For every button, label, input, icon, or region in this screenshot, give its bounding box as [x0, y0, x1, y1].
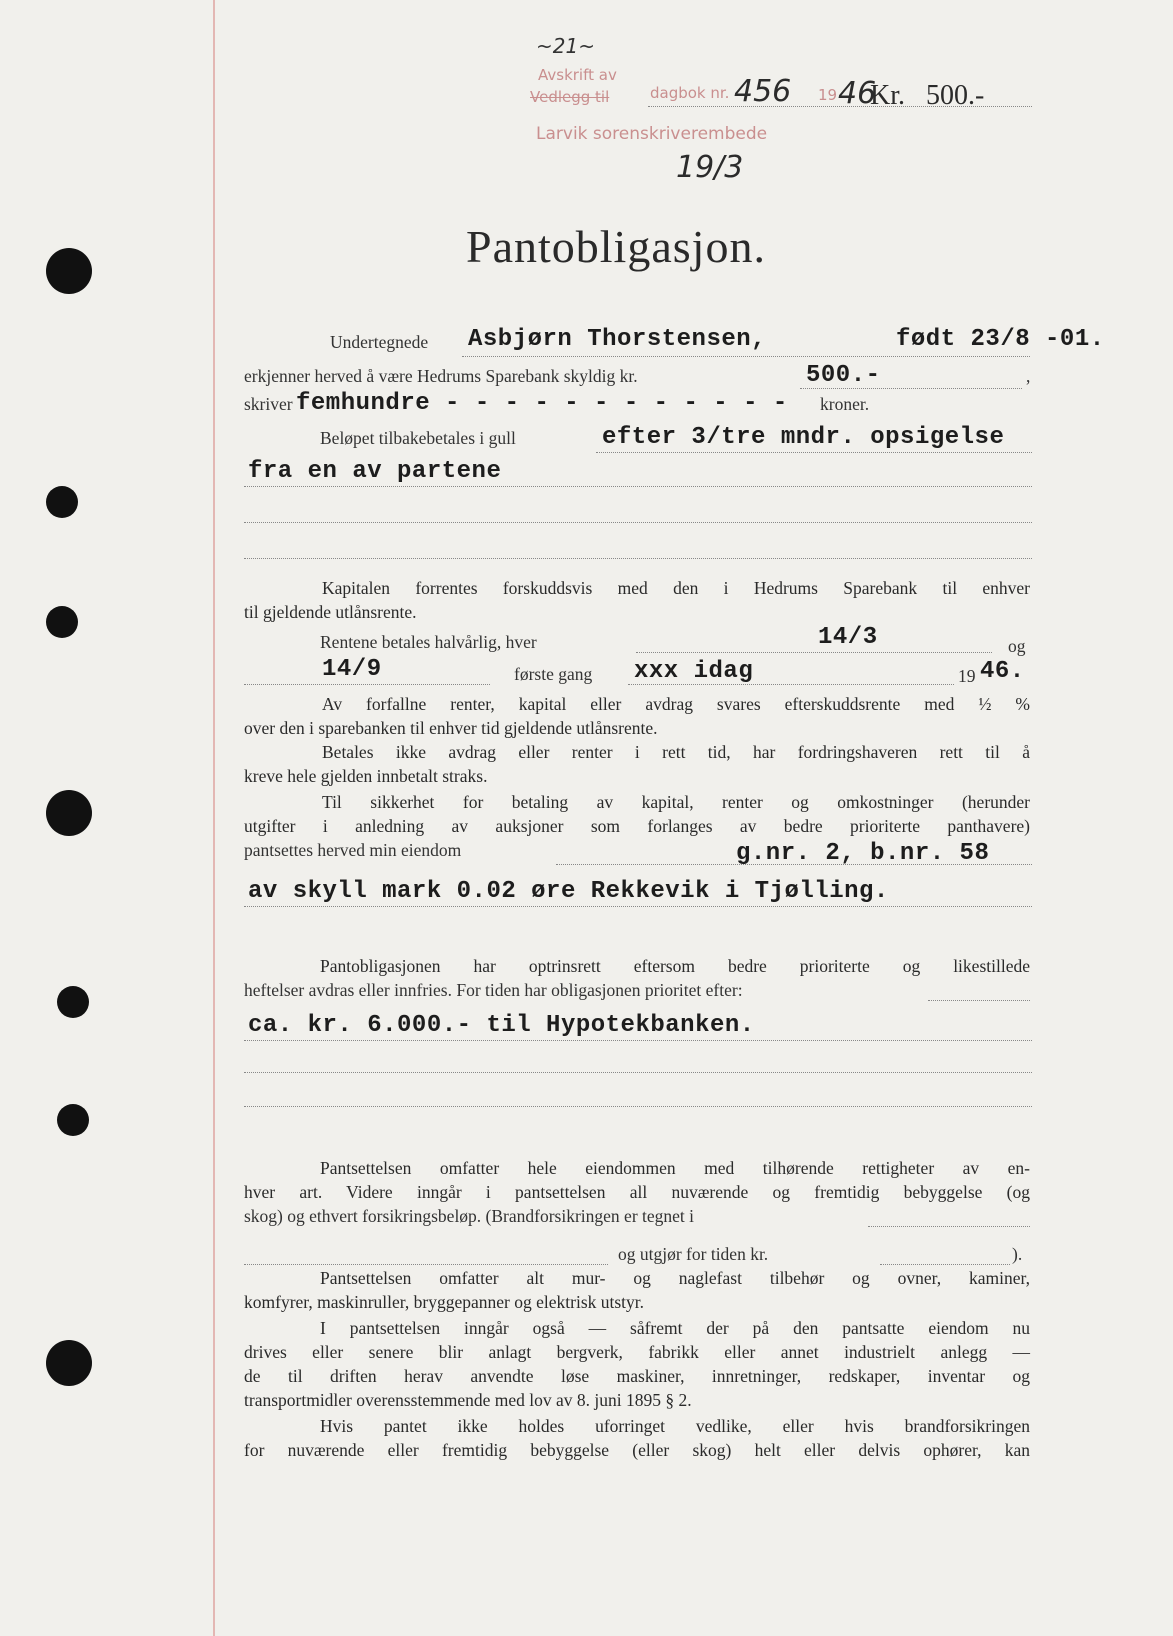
priority-p1 [320, 956, 1030, 977]
interest-p5 [322, 792, 1030, 813]
date1-underline [636, 652, 992, 653]
date-mark: 19/3 [676, 150, 744, 185]
punch-hole [46, 606, 78, 638]
interest-line-2-text: til gjeldende utlånsrente. [244, 602, 417, 622]
scope-l10 [244, 1390, 1030, 1411]
debt-declaration [244, 366, 638, 387]
repay-label: Beløpet tilbakebetales i gull [320, 428, 516, 448]
prior-lien: ca. kr. 6.000.- til Hypotekbanken. [248, 1012, 755, 1039]
punch-hole [57, 1104, 89, 1136]
scope-l1 [320, 1158, 1030, 1179]
page-title: Pantobligasjon. [466, 221, 766, 272]
interest-p7: pantsettes herved min eiendom [244, 840, 462, 860]
scope-l1-text: Pantsettelsen omfatter hele eiendommen med tilhørende rettigheter av en- [320, 1158, 1030, 1178]
scope-l7 [320, 1318, 1030, 1339]
repay-underline-3 [244, 522, 1032, 523]
prior-underline-1 [244, 1040, 1032, 1041]
scope-l5-text: Pantsettelsen omfatter alt mur- og naglefast tilbehør og ovner, kaminer, [320, 1268, 1030, 1288]
interest-p3 [322, 742, 1030, 763]
property-underline-2 [244, 906, 1032, 907]
renter-label: Rentene betales halvårlig, hver [320, 632, 537, 652]
scope-l9 [244, 1366, 1030, 1387]
scope-l9-text: de til driften herav anvendte løse maskiner, innretninger, redskaper, inventar og [244, 1366, 1030, 1386]
scope-l11-text: Hvis pantet ikke holdes uforringet vedlike, eller hvis brandforsikringen [320, 1416, 1030, 1436]
stamp-dagbok: dagbok nr. [650, 84, 730, 102]
top-mark: ~21~ [536, 34, 595, 58]
scope-l10-text: transportmidler overensstemmende med lov av 8. juni 1895 § 2. [244, 1390, 692, 1410]
repay-underline-1 [596, 452, 1032, 453]
interest-p4-text: kreve hele gjelden innbetalt straks. [244, 766, 488, 786]
year-suffix: 46 [838, 76, 877, 111]
punch-hole [57, 986, 89, 1018]
scope-l8-text: drives eller senere blir anlagt bergverk, fabrikk eller annet industrielt anlegg — [244, 1342, 1030, 1362]
birth-date: født 23/8 -01. [896, 326, 1105, 353]
debt-declaration-text: erkjenner herved å være Hedrums Sparebank skyldig kr. [244, 366, 638, 386]
stamp-office: Larvik sorenskriverembede [536, 124, 768, 144]
debtor-name: Asbjørn Thorstensen, [468, 326, 767, 353]
scope-l2-text: hver art. Videre inngår i pantsettelsen all nuværende og fremtidig bebyggelse (og [244, 1182, 1030, 1202]
red-margin-line [213, 0, 215, 1636]
header-underline [648, 106, 1032, 107]
interest-p6-text: utgifter i anledning av auksjoner som forlanges av bedre prioriterte panthavere) [244, 816, 1030, 836]
interest-line-2 [244, 602, 1030, 623]
scope-l11 [320, 1416, 1030, 1437]
interest-line-1-text: Kapitalen forrentes forskuddsvis med den i Hedrums Sparebank til enhver [322, 578, 1030, 598]
scope-l8 [244, 1342, 1030, 1363]
debt-comma: , [1026, 366, 1031, 386]
prior-underline-2 [244, 1072, 1032, 1073]
prior-underline-3 [244, 1106, 1032, 1107]
interest-p1-text: Av forfallne renter, kapital eller avdrag svares efterskuddsrente med ½ % [322, 694, 1030, 714]
date2-underline [244, 684, 490, 685]
interest-p5-text: Til sikkerhet for betaling av kapital, renter og omkostninger (herunder [322, 792, 1030, 812]
scope-l4: og utgjør for tiden kr. [618, 1244, 769, 1264]
scope-l5 [320, 1268, 1030, 1289]
priority-p2: heftelser avdras eller innfries. For tiden har obligasjonen prioritet efter: [244, 980, 743, 1000]
property-number: g.nr. 2, b.nr. 58 [736, 840, 990, 867]
scope-l12-text: for nuværende eller fremtidig bebyggelse (eller skog) helt eller delvis ophører, kan [244, 1440, 1030, 1460]
punch-hole [46, 248, 92, 294]
undertegnede-label: Undertegnede [330, 332, 429, 352]
header-amount: 500.- [926, 80, 985, 111]
year-46: 46. [980, 658, 1025, 685]
scope-l3: skog) og ethvert forsikringsbeløp. (Brandforsikringen er tegnet i [244, 1206, 695, 1226]
name-underline [462, 356, 1030, 357]
scope-l12 [244, 1440, 1030, 1461]
punch-hole [46, 486, 78, 518]
priority-dots [928, 1000, 1030, 1001]
repay-terms-1: efter 3/tre mndr. opsigelse [602, 424, 1005, 451]
priority-p1-text: Pantobligasjonen har optrinsrett eftersom bedre prioriterte og likestillede [320, 956, 1030, 976]
interest-date-2: 14/9 [322, 656, 382, 683]
year-19: 19 [958, 666, 976, 686]
og-label: og [1008, 636, 1026, 656]
debt-amount: 500.- [806, 362, 881, 389]
amount-underline [800, 388, 1022, 389]
interest-line-1 [322, 578, 1030, 599]
interest-p6 [244, 816, 1030, 837]
punch-hole [46, 1340, 92, 1386]
interest-p4 [244, 766, 1030, 787]
interest-p2 [244, 718, 1030, 739]
brand-dots-2 [244, 1264, 608, 1265]
dagbok-number: 456 [734, 74, 792, 109]
stamp-vedlegg: Vedlegg til [530, 88, 610, 106]
repay-underline-4 [244, 558, 1032, 559]
amount-words: femhundre - - - - - - - - - - - - [296, 390, 788, 417]
interest-p3-text: Betales ikke avdrag eller renter i rett tid, har fordringshaveren rett til å [322, 742, 1030, 762]
interest-p1 [322, 694, 1030, 715]
brand-amount-dots [880, 1264, 1010, 1265]
stamp-avskrift: Avskrift av [538, 66, 617, 84]
scope-l6-text: komfyrer, maskinruller, bryggepanner og elektrisk utstyr. [244, 1292, 645, 1312]
scope-l7-text: I pantsettelsen inngår også — såfremt der på den pantsatte eiendom nu [320, 1318, 1030, 1338]
brand-dots [868, 1226, 1030, 1227]
property-description: av skyll mark 0.02 øre Rekkevik i Tjølling. [248, 878, 889, 905]
interest-date-1: 14/3 [818, 624, 878, 651]
year-prefix: 19 [818, 86, 838, 104]
scope-l6 [244, 1292, 1030, 1313]
repay-terms-2: fra en av partene [248, 458, 502, 485]
repay-underline-2 [244, 486, 1032, 487]
punch-hole [46, 790, 92, 836]
kroner-label: kroner. [820, 394, 870, 414]
forste-gang-label: første gang [514, 664, 593, 684]
first-underline [628, 684, 954, 685]
kr-label: Kr. [870, 80, 905, 111]
first-payment: xxx idag [634, 658, 754, 685]
interest-p2-text: over den i sparebanken til enhver tid gjeldende utlånsrente. [244, 718, 658, 738]
scope-l2 [244, 1182, 1030, 1203]
scope-l4-end: ). [1012, 1244, 1023, 1264]
skriver-label: skriver [244, 394, 293, 414]
